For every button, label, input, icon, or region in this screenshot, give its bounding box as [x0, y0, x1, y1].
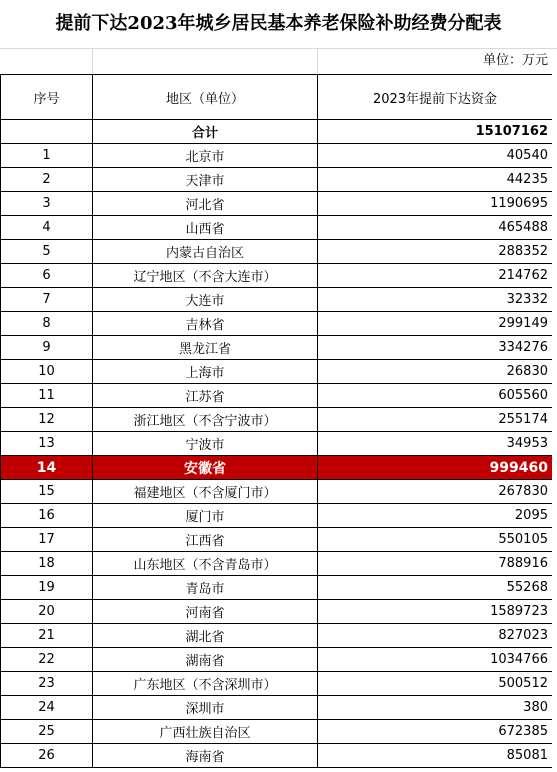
row-amount[interactable]: 85081 [318, 744, 553, 768]
table-row [1, 672, 553, 696]
header-amount[interactable]: 2023年提前下达资金 [318, 75, 553, 120]
row-region[interactable]: 宁波市 [93, 432, 318, 456]
table-row [1, 600, 553, 624]
row-index[interactable]: 25 [1, 720, 93, 744]
allocation-table [0, 74, 553, 768]
row-region[interactable]: 安徽省 [93, 456, 318, 480]
row-index[interactable]: 5 [1, 240, 93, 264]
row-amount[interactable]: 44235 [318, 168, 553, 192]
row-index[interactable]: 26 [1, 744, 93, 768]
table-row [1, 240, 553, 264]
row-index[interactable]: 21 [1, 624, 93, 648]
row-region[interactable]: 湖南省 [93, 648, 318, 672]
row-amount[interactable]: 34953 [318, 432, 553, 456]
row-index[interactable]: 10 [1, 360, 93, 384]
header-region[interactable]: 地区（单位） [93, 75, 318, 120]
row-index[interactable]: 19 [1, 576, 93, 600]
row-index[interactable]: 18 [1, 552, 93, 576]
row-index[interactable]: 6 [1, 264, 93, 288]
row-amount[interactable]: 465488 [318, 216, 553, 240]
row-region[interactable]: 北京市 [93, 144, 318, 168]
row-amount[interactable]: 334276 [318, 336, 553, 360]
row-region[interactable]: 海南省 [93, 744, 318, 768]
table-row [1, 648, 553, 672]
row-index[interactable]: 9 [1, 336, 93, 360]
row-index[interactable]: 14 [1, 456, 93, 480]
table-row [1, 216, 553, 240]
row-region[interactable]: 内蒙古自治区 [93, 240, 318, 264]
row-amount[interactable]: 55268 [318, 576, 553, 600]
table-row [1, 192, 553, 216]
row-region[interactable]: 山西省 [93, 216, 318, 240]
row-amount[interactable]: 214762 [318, 264, 553, 288]
row-amount[interactable]: 288352 [318, 240, 553, 264]
row-index[interactable]: 12 [1, 408, 93, 432]
table-row [1, 384, 553, 408]
table-row [1, 336, 553, 360]
table-row [1, 168, 553, 192]
table-row [1, 552, 553, 576]
row-index[interactable]: 8 [1, 312, 93, 336]
row-region[interactable]: 深圳市 [93, 696, 318, 720]
row-region[interactable]: 河南省 [93, 600, 318, 624]
row-region[interactable]: 大连市 [93, 288, 318, 312]
row-index[interactable]: 2 [1, 168, 93, 192]
row-region[interactable]: 上海市 [93, 360, 318, 384]
row-index[interactable]: 24 [1, 696, 93, 720]
row-region[interactable]: 山东地区（不含青岛市） [93, 552, 318, 576]
row-amount[interactable]: 380 [318, 696, 553, 720]
row-region[interactable]: 福建地区（不含厦门市） [93, 480, 318, 504]
header-row [1, 75, 553, 120]
table-row [1, 288, 553, 312]
table-row [1, 432, 553, 456]
total-index-cell[interactable] [1, 120, 93, 144]
row-region[interactable]: 青岛市 [93, 576, 318, 600]
row-amount[interactable]: 672385 [318, 720, 553, 744]
row-amount[interactable]: 255174 [318, 408, 553, 432]
row-amount[interactable]: 1589723 [318, 600, 553, 624]
row-amount[interactable]: 605560 [318, 384, 553, 408]
row-amount[interactable]: 267830 [318, 480, 553, 504]
row-amount[interactable]: 1034766 [318, 648, 553, 672]
table-row [1, 360, 553, 384]
row-region[interactable]: 厦门市 [93, 504, 318, 528]
row-index[interactable]: 20 [1, 600, 93, 624]
row-region[interactable]: 广西壮族自治区 [93, 720, 318, 744]
total-amount[interactable]: 15107162 [318, 120, 553, 144]
row-index[interactable]: 3 [1, 192, 93, 216]
table-row [1, 408, 553, 432]
row-index[interactable]: 16 [1, 504, 93, 528]
row-index[interactable]: 22 [1, 648, 93, 672]
row-amount[interactable]: 26830 [318, 360, 553, 384]
row-index[interactable]: 4 [1, 216, 93, 240]
table-row [1, 480, 553, 504]
row-region[interactable]: 天津市 [93, 168, 318, 192]
row-amount[interactable]: 299149 [318, 312, 553, 336]
row-region[interactable]: 广东地区（不含深圳市） [93, 672, 318, 696]
table-row [1, 624, 553, 648]
row-index[interactable]: 17 [1, 528, 93, 552]
row-region[interactable]: 江西省 [93, 528, 318, 552]
row-region[interactable]: 江苏省 [93, 384, 318, 408]
table-row [1, 144, 553, 168]
total-row [1, 120, 553, 144]
table-row [1, 720, 553, 744]
row-index[interactable]: 7 [1, 288, 93, 312]
row-index[interactable]: 11 [1, 384, 93, 408]
row-region[interactable]: 湖北省 [93, 624, 318, 648]
row-amount[interactable]: 827023 [318, 624, 553, 648]
row-amount[interactable]: 32332 [318, 288, 553, 312]
table-row [1, 504, 553, 528]
row-region[interactable]: 辽宁地区（不含大连市） [93, 264, 318, 288]
table-row [1, 456, 553, 480]
row-region[interactable]: 河北省 [93, 192, 318, 216]
table-row [1, 576, 553, 600]
row-amount[interactable]: 500512 [318, 672, 553, 696]
row-region[interactable]: 吉林省 [93, 312, 318, 336]
row-region[interactable]: 黑龙江省 [93, 336, 318, 360]
table-title: 提前下达2023年城乡居民基本养老保险补助经费分配表 [0, 0, 557, 49]
unit-label: 单位：万元 [482, 53, 548, 68]
row-index[interactable]: 23 [1, 672, 93, 696]
row-region[interactable]: 浙江地区（不含宁波市） [93, 408, 318, 432]
row-amount[interactable]: 788916 [318, 552, 553, 576]
row-index[interactable]: 1 [1, 144, 93, 168]
table-row [1, 264, 553, 288]
row-amount[interactable]: 550105 [318, 528, 553, 552]
table-row [1, 744, 553, 768]
total-label[interactable]: 合计 [93, 120, 318, 144]
row-index[interactable]: 13 [1, 432, 93, 456]
table-row [1, 528, 553, 552]
sheet-edge [552, 74, 557, 772]
table-row [1, 312, 553, 336]
row-amount[interactable]: 40540 [318, 144, 553, 168]
row-amount[interactable]: 1190695 [318, 192, 553, 216]
table-row [1, 696, 553, 720]
row-index[interactable]: 15 [1, 480, 93, 504]
row-amount[interactable]: 2095 [318, 504, 553, 528]
row-amount[interactable]: 999460 [318, 456, 553, 480]
header-index[interactable]: 序号 [1, 75, 93, 120]
